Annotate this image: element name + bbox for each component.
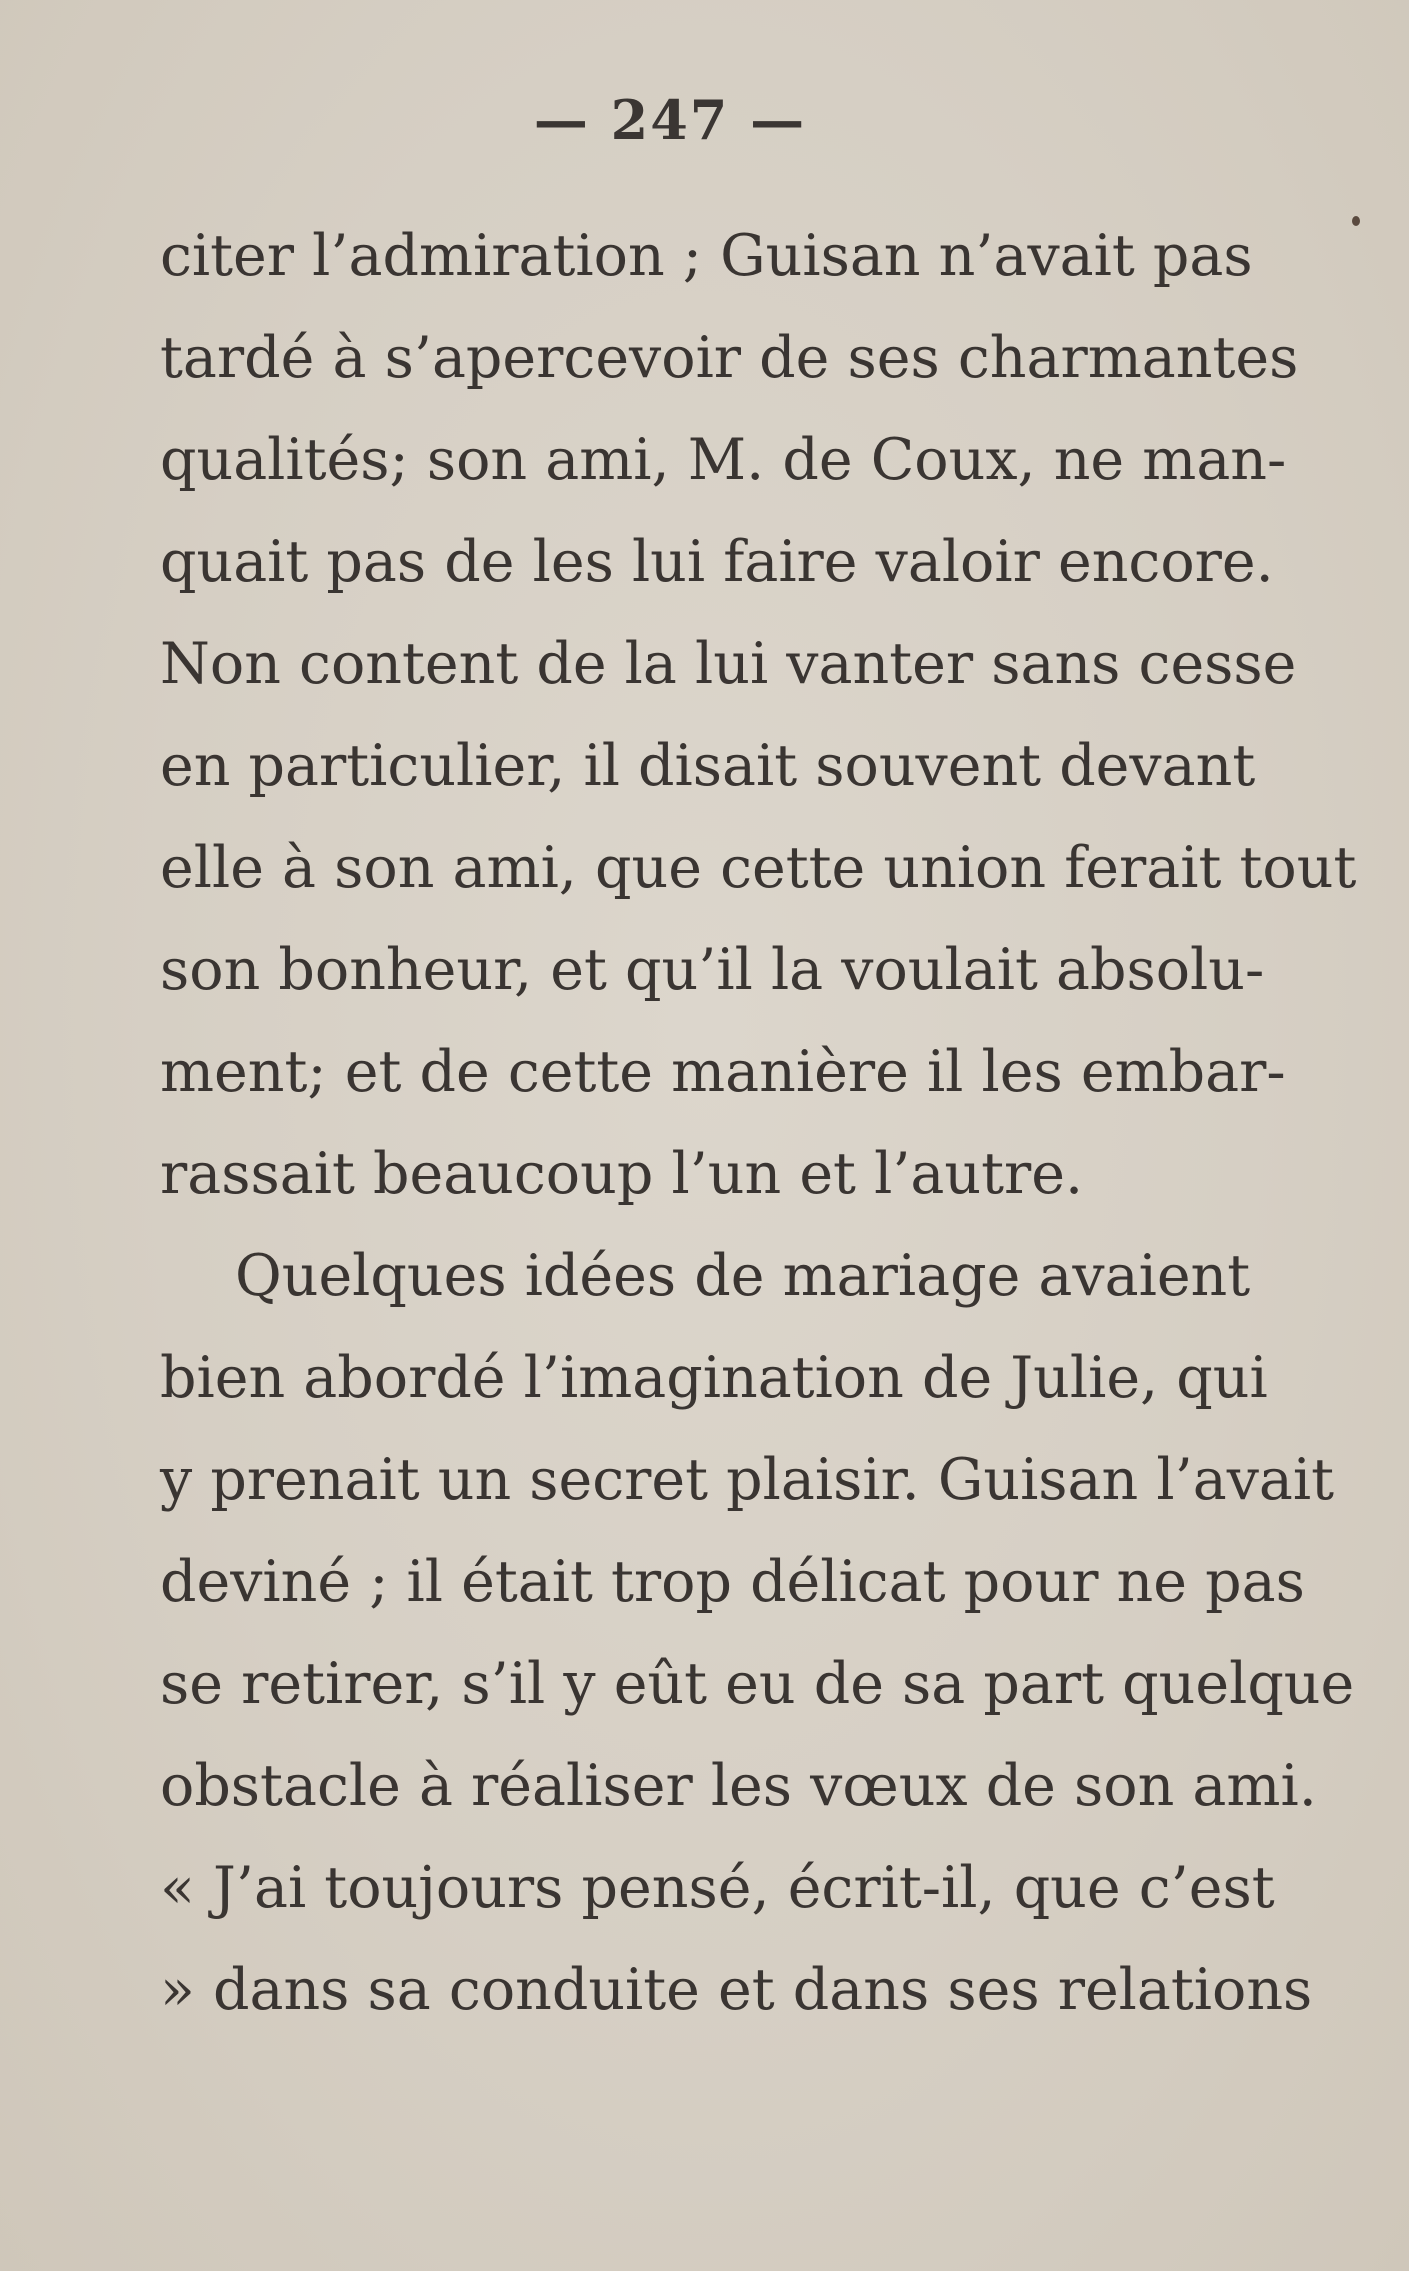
text-line: se retirer, s’il y eût eu de sa part quelque bbox=[160, 1651, 1355, 1717]
text-line: tardé à s’apercevoir de ses charmantes bbox=[160, 325, 1299, 391]
text-line: qualités; son ami, M. de Coux, ne man- bbox=[160, 427, 1287, 493]
text-line: bien abordé l’imagination de Julie, qui bbox=[160, 1345, 1268, 1411]
text-line: « J’ai toujours pensé, écrit-il, que c’est bbox=[160, 1855, 1275, 1921]
text-line: elle à son ami, que cette union ferait tout bbox=[160, 835, 1357, 901]
ink-speck bbox=[1352, 216, 1360, 226]
text-line: citer l’admiration ; Guisan n’avait pas bbox=[160, 223, 1253, 289]
text-line: Quelques idées de mariage avaient bbox=[235, 1243, 1251, 1309]
text-line: deviné ; il était trop délicat pour ne pas bbox=[160, 1549, 1305, 1615]
text-line: son bonheur, et qu’il la voulait absolu- bbox=[160, 937, 1265, 1003]
text-line: rassait beaucoup l’un et l’autre. bbox=[160, 1141, 1084, 1207]
text-line: y prenait un secret plaisir. Guisan l’avait bbox=[160, 1447, 1335, 1513]
text-line: Non content de la lui vanter sans cesse bbox=[160, 631, 1297, 697]
text-line: quait pas de les lui faire valoir encore. bbox=[160, 529, 1274, 595]
text-line: ment; et de cette manière il les embar- bbox=[160, 1039, 1286, 1105]
text-line: obstacle à réaliser les vœux de son ami. bbox=[160, 1753, 1317, 1819]
body-text bbox=[160, 205, 1357, 2041]
page-number: — 247 — bbox=[533, 88, 807, 152]
text-line: en particulier, il disait souvent devant bbox=[160, 733, 1256, 799]
text-line: » dans sa conduite et dans ses relations bbox=[160, 1957, 1313, 2023]
